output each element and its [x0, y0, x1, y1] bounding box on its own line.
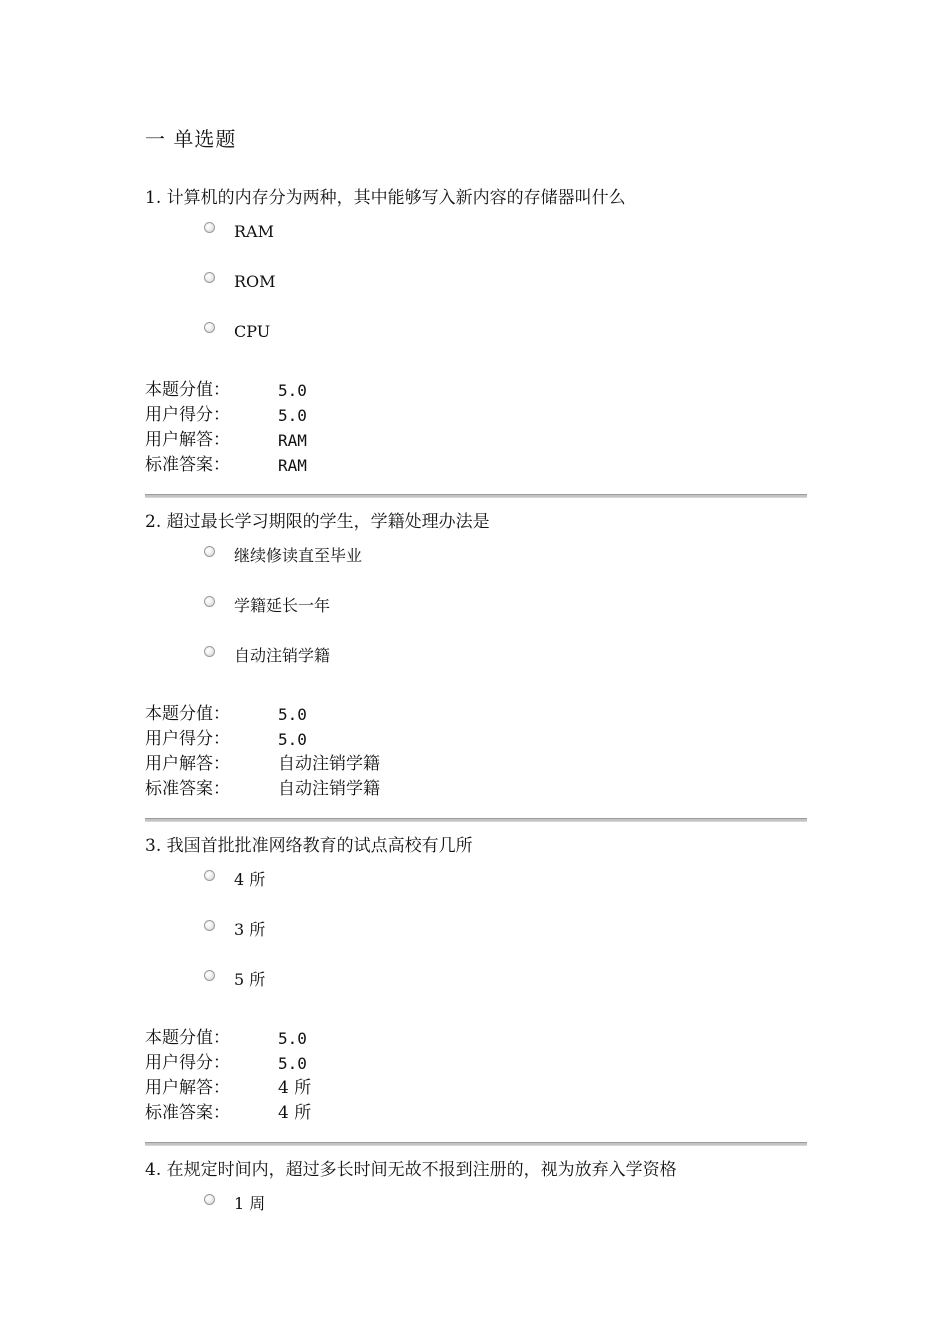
radio-button[interactable] [204, 1194, 215, 1205]
question-divider [145, 818, 807, 822]
score-value: RAM [278, 431, 307, 450]
score-value: 4 所 [278, 1078, 312, 1098]
option-label: 自动注销学籍 [234, 646, 331, 665]
radio-button[interactable] [204, 322, 215, 333]
score-label: 用户得分： [145, 729, 230, 749]
option-5[interactable] [145, 966, 807, 1016]
question-stem: 2. 超过最长学习期限的学生，学籍处理办法是 [145, 512, 490, 532]
score-label: 本题分值： [145, 1028, 230, 1048]
option-ram[interactable] [145, 218, 807, 268]
score-label: 用户解答： [145, 1078, 230, 1098]
score-row-user-answer [145, 752, 807, 777]
option-label: 5 所 [234, 970, 266, 989]
question-stem: 3. 我国首批批准网络教育的试点高校有几所 [145, 836, 473, 856]
radio-button[interactable] [204, 222, 215, 233]
option-label: 1 周 [234, 1194, 266, 1213]
option-cpu[interactable] [145, 318, 807, 368]
score-label: 本题分值： [145, 380, 230, 400]
score-value: 自动注销学籍 [278, 779, 380, 799]
score-row-correct-answer [145, 1101, 807, 1126]
score-row-user-score [145, 403, 807, 428]
score-row-points [145, 1026, 807, 1051]
score-label: 标准答案： [145, 1103, 230, 1123]
score-label: 标准答案： [145, 455, 230, 475]
option-auto-cancel[interactable] [145, 642, 807, 692]
score-label: 用户解答： [145, 430, 230, 450]
question-3 [145, 831, 807, 1126]
score-value: 5.0 [278, 1054, 307, 1073]
score-table [145, 378, 807, 478]
score-value: 5.0 [278, 381, 307, 400]
option-label: 4 所 [234, 870, 266, 889]
radio-button[interactable] [204, 646, 215, 657]
score-row-correct-answer [145, 453, 807, 478]
option-list [145, 1190, 807, 1240]
score-value: 5.0 [278, 705, 307, 724]
radio-button[interactable] [204, 920, 215, 931]
score-row-user-score [145, 727, 807, 752]
option-4[interactable] [145, 866, 807, 916]
score-row-user-answer [145, 428, 807, 453]
option-label: 3 所 [234, 920, 266, 939]
score-label: 本题分值： [145, 704, 230, 724]
option-3[interactable] [145, 916, 807, 966]
score-table [145, 1026, 807, 1126]
score-row-points [145, 702, 807, 727]
radio-button[interactable] [204, 272, 215, 283]
question-stem: 4. 在规定时间内，超过多长时间无故不报到注册的，视为放弃入学资格 [145, 1160, 677, 1180]
question-4 [145, 1155, 807, 1240]
option-1-week[interactable] [145, 1190, 807, 1240]
score-value: 5.0 [278, 406, 307, 425]
option-list [145, 218, 807, 368]
option-list [145, 542, 807, 692]
score-row-points [145, 378, 807, 403]
score-value: 5.0 [278, 730, 307, 749]
score-table [145, 702, 807, 802]
radio-button[interactable] [204, 596, 215, 607]
score-label: 用户解答： [145, 754, 230, 774]
option-label: 学籍延长一年 [234, 596, 331, 615]
score-label: 用户得分： [145, 405, 230, 425]
radio-button[interactable] [204, 970, 215, 981]
option-label: CPU [234, 322, 271, 341]
question-stem: 1. 计算机的内存分为两种，其中能够写入新内容的存储器叫什么 [145, 188, 626, 208]
question-divider [145, 1142, 807, 1146]
score-value: 5.0 [278, 1029, 307, 1048]
score-row-user-score [145, 1051, 807, 1076]
option-list [145, 866, 807, 1016]
score-label: 用户得分： [145, 1053, 230, 1073]
score-value: RAM [278, 456, 307, 475]
option-extend-one-year[interactable] [145, 592, 807, 642]
question-divider [145, 494, 807, 498]
option-label: ROM [234, 272, 276, 291]
option-label: RAM [234, 222, 274, 241]
option-rom[interactable] [145, 268, 807, 318]
score-row-user-answer [145, 1076, 807, 1101]
score-value: 自动注销学籍 [278, 754, 380, 774]
radio-button[interactable] [204, 546, 215, 557]
option-continue-study[interactable] [145, 542, 807, 592]
section-title: 一 单选题 [145, 127, 237, 151]
question-1 [145, 183, 807, 478]
score-row-correct-answer [145, 777, 807, 802]
option-label: 继续修读直至毕业 [234, 546, 363, 565]
radio-button[interactable] [204, 870, 215, 881]
question-2 [145, 507, 807, 802]
score-label: 标准答案： [145, 779, 230, 799]
score-value: 4 所 [278, 1103, 312, 1123]
